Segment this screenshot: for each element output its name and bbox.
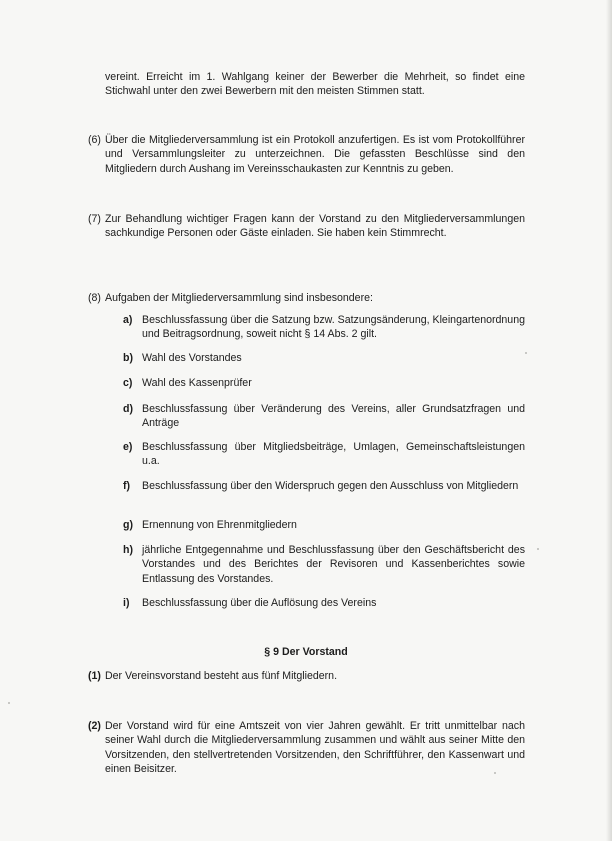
list-item-letter: d) xyxy=(123,403,133,415)
list-item-letter: g) xyxy=(123,519,133,531)
list-item-text: Beschlussfassung über die Auflösung des Vereins xyxy=(142,597,377,609)
list-item-letter: f) xyxy=(123,480,131,492)
list-item-text: Beschlussfassung über Mitgliedsbeiträge, Umlagen, Gemeinschaftsleistungen u.a. xyxy=(142,441,525,468)
list-item-letter: c) xyxy=(123,377,133,389)
top-paragraph: vereint. Erreicht im 1. Wahlgang keiner der Bewerber die Mehrheit, so findet eine Stichwahl unter den zwei Bewerbern mit den meisten Stimmen statt. xyxy=(105,71,525,98)
scan-speck xyxy=(494,772,496,774)
list-item-letter: b) xyxy=(123,352,133,364)
para-8-text: Aufgaben der Mitgliederversammlung sind insbesondere: xyxy=(105,292,373,304)
para-6-number: (6) xyxy=(88,134,101,146)
page-edge-shadow xyxy=(606,0,612,841)
para-7-text: Zur Behandlung wichtiger Fragen kann der Vorstand zu den Mitgliederversammlungen sachkundige Personen oder Gäste einladen. Sie haben kein Stimmrecht. xyxy=(105,213,525,240)
list-item-letter: h) xyxy=(123,544,133,556)
list-item-text: Wahl des Kassenprüfer xyxy=(142,377,252,389)
para-7-number: (7) xyxy=(88,213,101,225)
list-item-letter: e) xyxy=(123,441,133,453)
list-item-text: jährliche Entgegennahme und Beschlussfassung über den Geschäftsbericht des Vorstandes und des Berichtes der Revisoren und Kassenberichtes sowie Entlassung des Vorstandes. xyxy=(142,544,525,585)
s9-para-1-number: (1) xyxy=(88,670,101,682)
list-item-text: Beschlussfassung über den Widerspruch gegen den Ausschluss von Mitgliedern xyxy=(142,480,519,492)
scan-speck xyxy=(8,702,10,704)
list-item-text: Wahl des Vorstandes xyxy=(142,352,242,364)
scan-speck xyxy=(537,548,539,550)
list-item-text: Beschlussfassung über die Satzung bzw. Satzungsänderung, Kleingartenordnung und Beitragsordnung, soweit nicht § 14 Abs. 2 gilt. xyxy=(142,314,525,341)
s9-para-2-number: (2) xyxy=(88,720,101,732)
list-item-text: Beschlussfassung über Veränderung des Vereins, aller Grundsatzfragen und Anträge xyxy=(142,403,525,430)
section-heading: § 9 Der Vorstand xyxy=(264,646,348,658)
para-8-number: (8) xyxy=(88,292,101,304)
s9-para-2-text: Der Vorstand wird für eine Amtszeit von vier Jahren gewählt. Er tritt unmittelbar nach seiner Wahl durch die Mitgliederversammlung zusammen und wählt aus seiner Mitte den Vorsitzenden, den stellvertretenden Vorsitzenden, den Schriftführer, den Kassenwart und einen Beisitzer. xyxy=(105,720,525,775)
scan-speck xyxy=(525,352,527,354)
s9-para-1-text: Der Vereinsvorstand besteht aus fünf Mitgliedern. xyxy=(105,670,338,682)
list-item-letter: i) xyxy=(123,597,130,609)
list-item-text: Ernennung von Ehrenmitgliedern xyxy=(142,519,297,531)
para-6-text: Über die Mitgliederversammlung ist ein Protokoll anzufertigen. Es ist vom Protokollführer und Versammlungsleiter zu unterzeichnen. Die gefassten Beschlüsse sind den Mitgliedern durch Aushang im Vereinsschaukasten zur Kenntnis zu geben. xyxy=(105,134,525,175)
list-item-letter: a) xyxy=(123,314,133,326)
